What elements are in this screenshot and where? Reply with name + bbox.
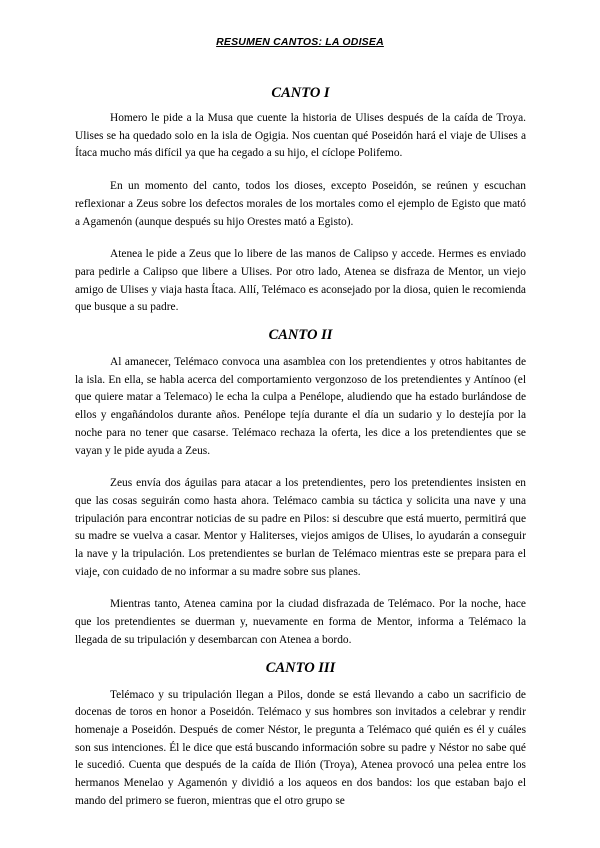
paragraph: Zeus envía dos águilas para atacar a los pretendientes, pero los pretendientes insisten en que las cosas seguirán como hasta ahora. Telémaco cambia su táctica y solicita una nave y una tripulación para encontrar noticias de su padre en Pilos: si descubre que está muerto, permitirá que su madre se vuelva a casar. Mentor y Haliterses, viejos amigos de Ulises, lo ayudarán a conseguir la nave y la tripulación. Los pretendientes se burlan de Telémaco mientras este se prepara para el viaje, con cuidado de no informar a su madre sobre sus planes. (75, 477, 526, 578)
paragraph: Atenea le pide a Zeus que lo libere de las manos de Calipso y accede. Hermes es enviado para pedirle a Calipso que libere a Ulises. Por otro lado, Atenea se disfraza de Mentor, un viejo amigo de Ulises y viaja hasta Ítaca. Allí, Telémaco es aconsejado por la diosa, quien le recomienda que busque a su padre. (75, 248, 526, 314)
canto-heading: CANTO II (268, 327, 333, 344)
paragraph: En un momento del canto, todos los dioses, excepto Poseidón, se reúnen y escuchan reflexionar a Zeus sobre los defectos morales de los mortales como el ejemplo de Egisto que mató a Agamenón (aunque después su hijo Orestes mató a Egisto). (75, 180, 526, 228)
paragraph: Homero le pide a la Musa que cuente la historia de Ulises después de la caída de Troya. Ulises se ha quedado solo en la isla de Ogigia. Nos cuentan qué Poseidón hará el viaje de Ulises a Ítaca mucho más difícil ya que ha cegado a su hijo, el cíclope Polifemo. (75, 112, 526, 160)
paragraph: Telémaco y su tripulación llegan a Pilos, donde se está llevando a cabo un sacrificio de docenas de toros en honor a Poseidón. Telémaco y sus hombres son invitados a celebrar y rendir homenaje a Poseidón. Después de comer Néstor, le pregunta a Telémaco qué quién es él y cuáles son sus intenciones. Él le dice que está buscando información sobre su padre y Néstor no sabe qué le sucedió. Cuenta que después de la caída de Ilión (Troya), Atenea provocó una pelea entre los hermanos Menelao y Agamenón y dividió a los aqueos en dos bandos: los que estaban bajo el mando del primero se fueron, mientras que el otro grupo se (75, 688, 526, 807)
document-body (75, 84, 526, 811)
canto-heading: CANTO III (265, 659, 336, 676)
paragraph: Mientras tanto, Atenea camina por la ciudad disfrazada de Telémaco. Por la noche, hace que los pretendientes se duerman y, nuevamente en forma de Mentor, informa a Telémaco la llegada de su tripulación y desembarcan con Atenea a bordo. (75, 598, 526, 646)
document-title: RESUMEN CANTOS: LA ODISEA (216, 36, 384, 48)
canto-heading: CANTO I (271, 85, 330, 101)
paragraph: Al amanecer, Telémaco convoca una asamblea con los pretendientes y otros habitantes de la isla. En ella, se habla acerca del comportamiento vergonzoso de los pretendientes y Antínoo (el que quiere matar a Telemaco) le echa la culpa a Penélope, aludiendo que ha estado burlándose de ellos y engañándolos durante años. Penélope tejía durante el día un sudario y lo destejía por la noche para no tener que casarse. Telémaco rechaza la oferta, les dice a los pretendientes que se vayan y le pide ayuda a Zeus. (75, 356, 526, 457)
